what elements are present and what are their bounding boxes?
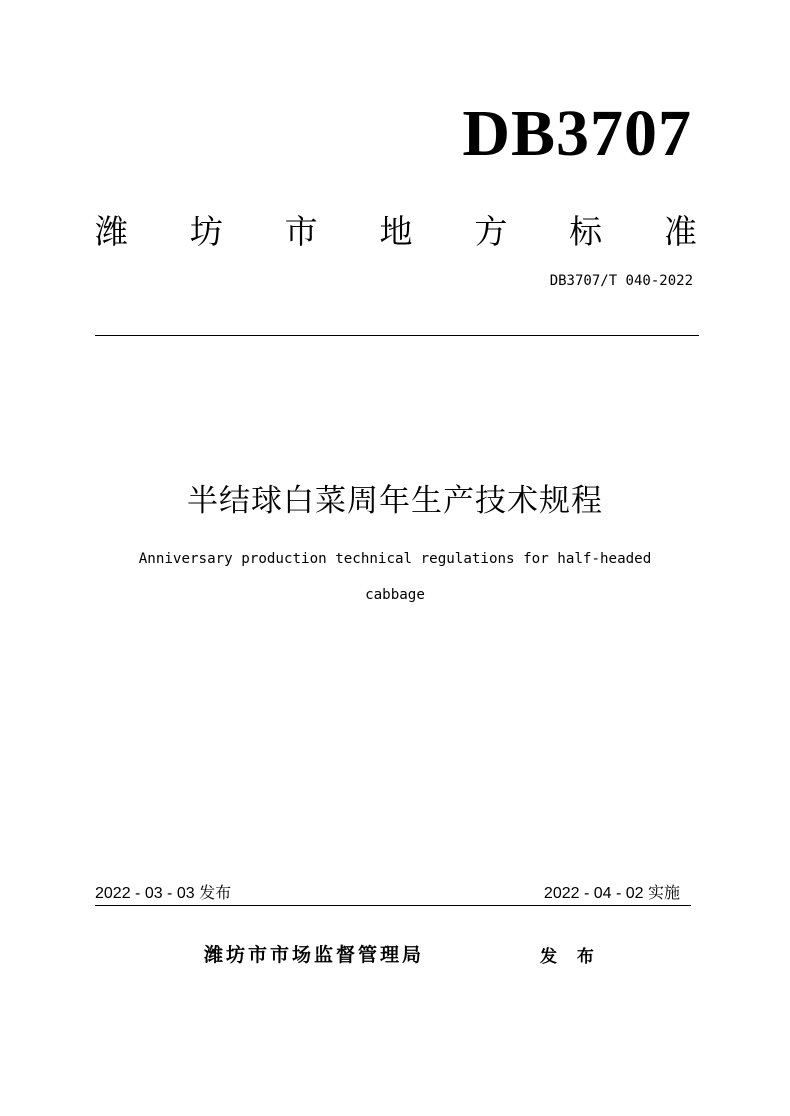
document-title-chinese: 半结球白菜周年生产技术规程	[187, 483, 603, 519]
standard-type-char: 准	[663, 211, 697, 251]
issuing-authority: 潍坊市市场监督管理局	[204, 944, 425, 966]
standard-code: DB3707	[462, 97, 692, 170]
standard-type-char: 标	[569, 211, 603, 251]
standard-number: DB3707/T 040-2022	[549, 273, 693, 289]
standard-type-title	[95, 203, 697, 255]
standard-type-char: 坊	[189, 211, 223, 251]
document-title-english: Anniversary production technical regulations for half-headed cabbage	[138, 551, 652, 603]
implementation-date: 2022 - 04 - 02 实施	[543, 885, 680, 902]
issue-label: 发 布	[540, 947, 601, 967]
header-divider	[95, 335, 699, 336]
standard-type-char: 方	[474, 211, 508, 251]
standard-type-char: 地	[379, 211, 413, 251]
footer-divider	[95, 905, 691, 906]
standard-type-char: 潍	[95, 211, 128, 251]
standard-type-char: 市	[284, 211, 318, 251]
issue-date: 2022 - 03 - 03 发布	[95, 885, 232, 902]
